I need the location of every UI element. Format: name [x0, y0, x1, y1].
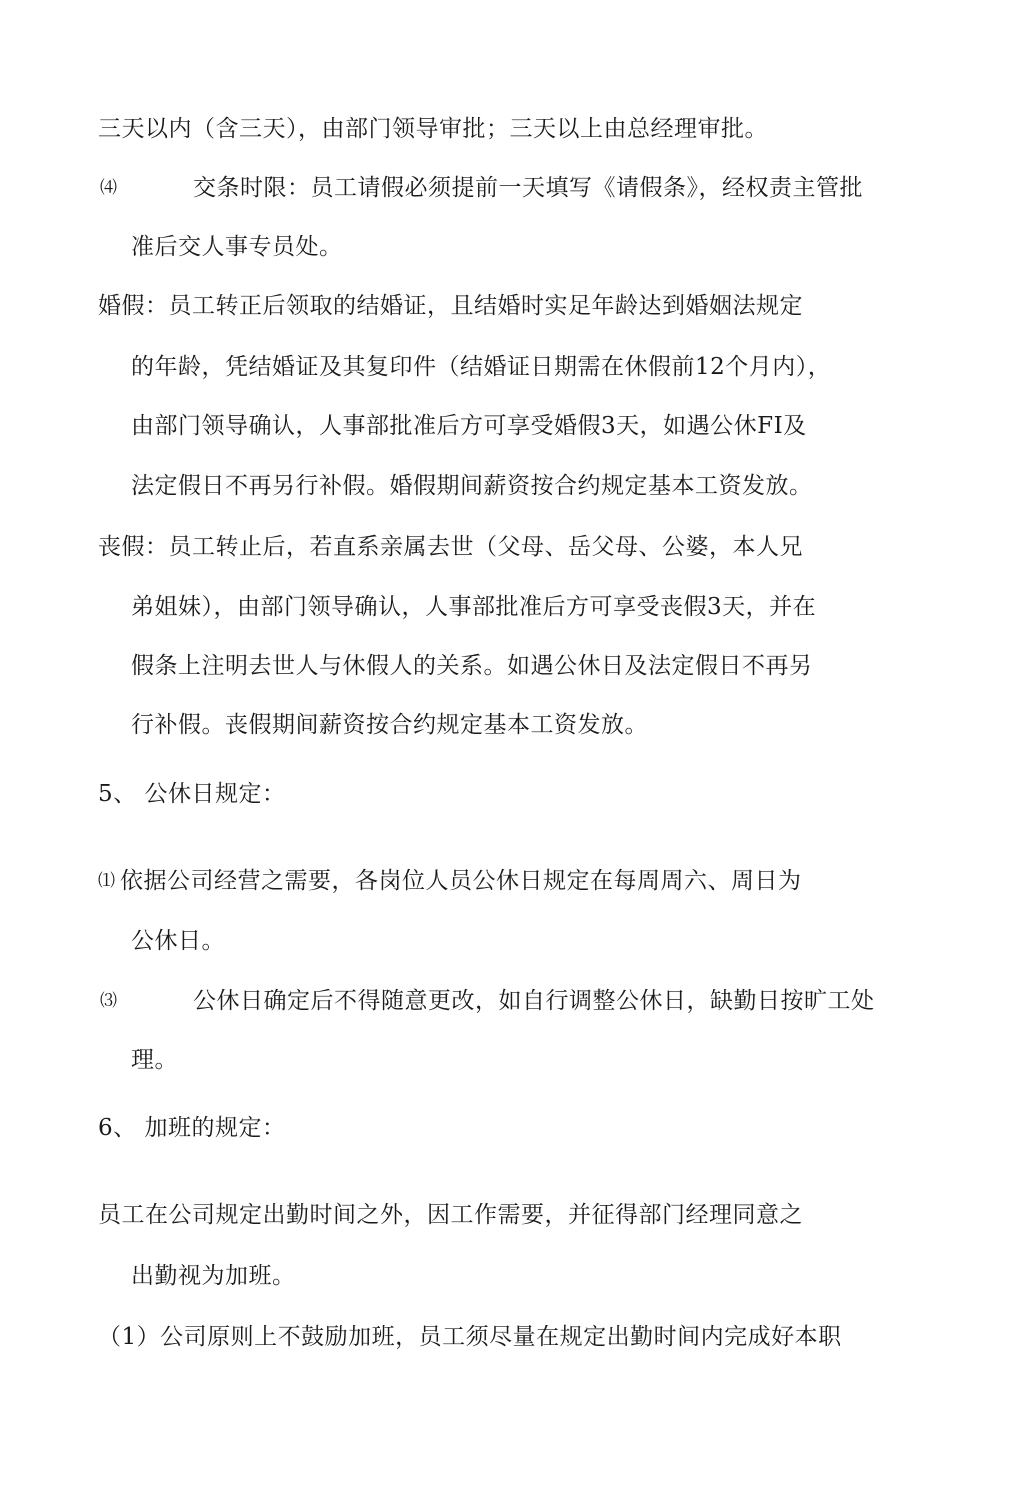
paragraph-line: 公休日。 — [131, 928, 225, 954]
paragraph-line: 交条时限：员工请假必须提前一天填写《请假条》，经权责主管批 — [193, 175, 863, 201]
paragraph-line: 婚假：员工转正后领取的结婚证，且结婚时实足年龄达到婚姻法规定 — [98, 293, 803, 319]
paragraph-line: 理。 — [131, 1047, 178, 1073]
section-heading: 5、 公休日规定： — [98, 781, 286, 807]
paragraph-line: 员工在公司规定出勤时间之外，因工作需要，并征得部门经理同意之 — [98, 1202, 803, 1228]
paragraph-line: 公休日确定后不得随意更改，如自行调整公休日，缺勤日按旷工处 — [193, 988, 875, 1014]
paragraph-line: 行补假。丧假期间薪资按合约规定基本工资发放。 — [131, 712, 648, 738]
paragraph-line: 假条上注明去世人与休假人的关系。如遇公休日及法定假日不再另 — [131, 653, 813, 679]
paragraph-line: 三天以内（含三天），由部门领导审批；三天以上由总经理审批。 — [98, 116, 768, 142]
paragraph-line: 弟姐妹），由部门领导确认，人事部批准后方可享受丧假3天，并在 — [131, 594, 817, 620]
list-marker: ⑷ — [100, 178, 117, 198]
section-heading: 6、 加班的规定： — [98, 1115, 286, 1141]
list-marker: ⑶ — [100, 991, 117, 1011]
paragraph-line: 准后交人事专员处。 — [131, 234, 343, 260]
list-marker: ⑴ — [98, 871, 115, 891]
paragraph-line: 依据公司经营之需要，各岗位人员公休日规定在每周周六、周日为 — [120, 868, 802, 894]
paragraph-line: 法定假日不再另行补假。婚假期间薪资按合约规定基本工资发放。 — [131, 473, 813, 499]
paragraph-line: （1）公司原则上不鼓励加班，员工须尽量在规定出勤时间内完成好本职 — [98, 1324, 842, 1350]
paragraph-line: 出勤视为加班。 — [131, 1263, 296, 1289]
paragraph-line: 丧假：员工转止后，若直系亲属去世（父母、岳父母、公婆，本人兄 — [98, 534, 803, 560]
paragraph-line: 的年龄，凭结婚证及其复印件（结婚证日期需在休假前12个月内）， — [131, 354, 832, 380]
paragraph-line: 由部门领导确认，人事部批准后方可享受婚假3天，如遇公休FI及 — [131, 413, 807, 439]
